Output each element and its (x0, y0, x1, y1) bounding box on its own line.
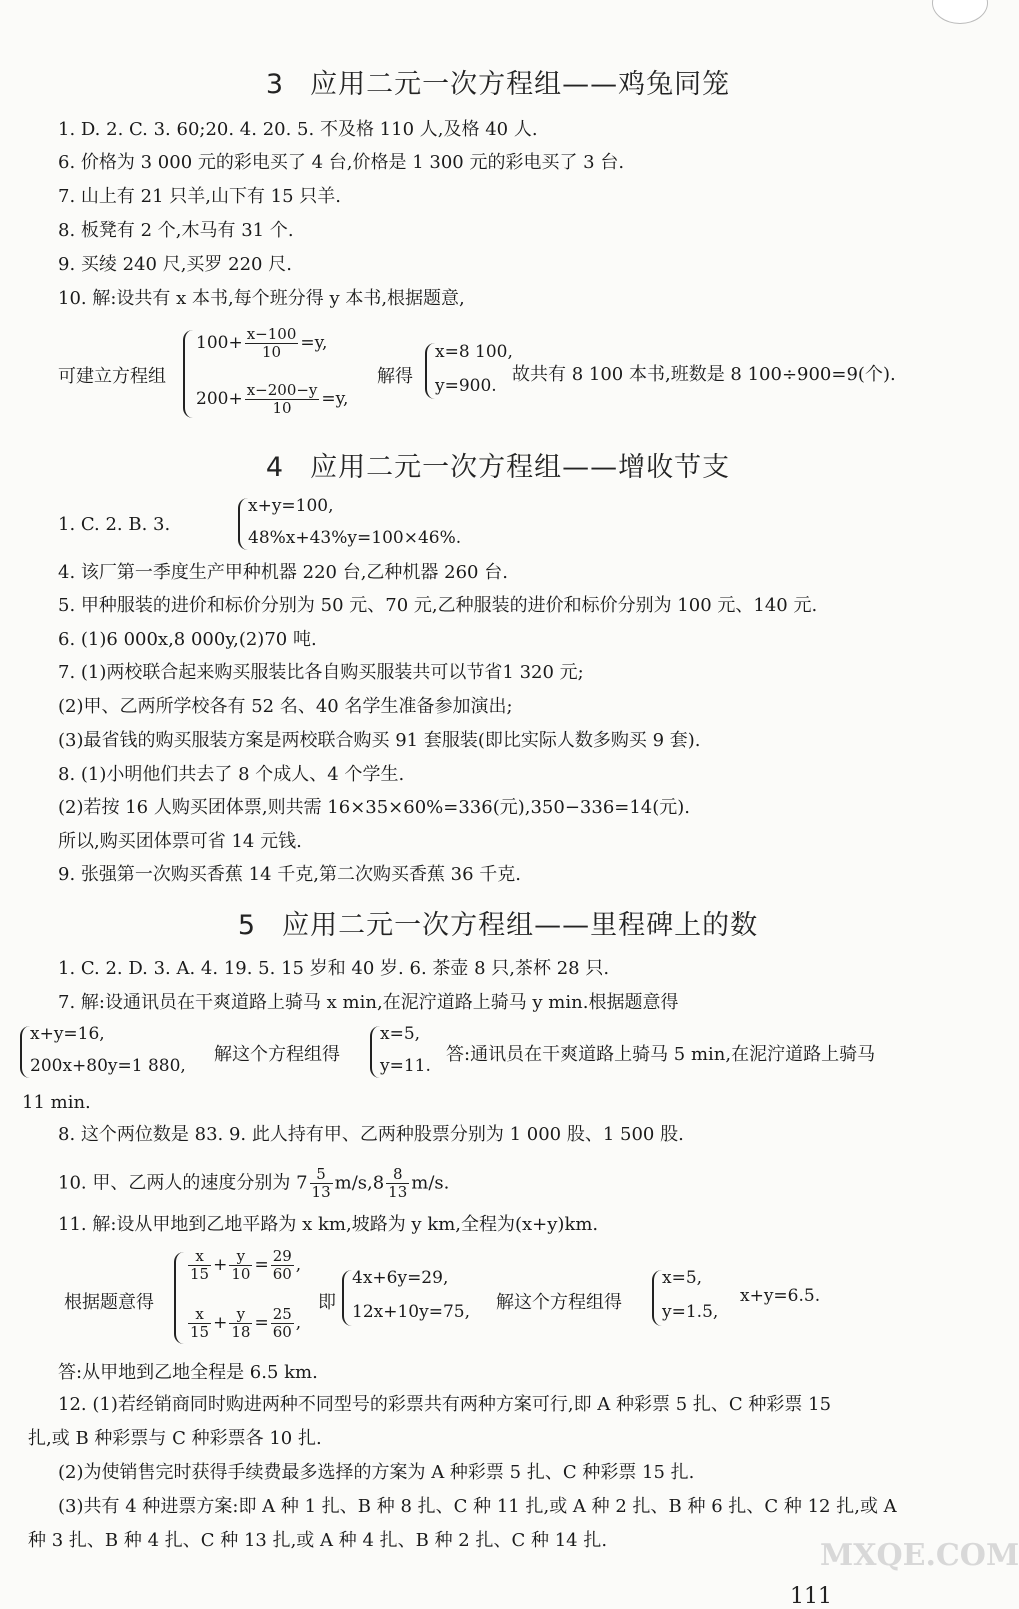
equation-row: 200+ $\frac{x-200-y}{10}$ =y, (196, 381, 349, 417)
equation-row: 100+ $\frac{x-100}{10}$ =y, (196, 325, 328, 361)
answer-line: 6. (1)6 000x,8 000y,(2)70 吨. (58, 629, 317, 650)
answer-line: 8. 这个两位数是 83. 9. 此人持有甲、乙两种股票分别为 1 000 股、1 500 股. (58, 1124, 684, 1145)
solution-row: y=11. (380, 1056, 431, 1076)
equation-row: 12x+10y=75, (352, 1302, 470, 1322)
answer-line: 10. 解:设共有 x 本书,每个班分得 y 本书,根据题意, (58, 288, 465, 309)
equation-row: $\frac{x}{15}$ + $\frac{y}{10}$ = $\frac{29}{60}$ , (190, 1247, 302, 1283)
answer-text: 故共有 8 100 本书,班数是 8 100÷900=9(个). (512, 364, 896, 385)
answer-line: (3)共有 4 种进票方案:即 A 种 1 扎、B 种 8 扎、C 种 11 扎,或 A 种 2 扎、B 种 6 扎、C 种 12 扎,或 A (58, 1496, 897, 1517)
answer-line: 10. 甲、乙两人的速度分别为 7 $\frac{5}{13}$ m/s,8 $\frac{8}{13}$ m/s. (58, 1165, 450, 1201)
section-number: 5 (237, 910, 257, 941)
answer-line: 9. 买绫 240 尺,买罗 220 尺. (58, 254, 292, 275)
equation-brace (425, 343, 435, 399)
section-title: 应用二元一次方程组——增收节支 (310, 452, 731, 483)
equation-brace (238, 498, 248, 550)
answer-line: 1. C. 2. D. 3. A. 4. 19. 5. 15 岁和 40 岁. 6. 茶壶 8 只,茶杯 28 只. (58, 958, 610, 979)
equation-row: x+y=16, (30, 1024, 105, 1044)
equation-brace (174, 1252, 186, 1344)
answer-line: 8. (1)小明他们共去了 8 个成人、4 个学生. (58, 764, 405, 785)
equation-row: 48%x+43%y=100×46%. (248, 528, 462, 548)
section-title: 应用二元一次方程组——里程碑上的数 (282, 910, 759, 941)
equation-brace (370, 1026, 380, 1078)
equation-label: 即 (318, 1292, 336, 1313)
equation-brace (20, 1026, 30, 1078)
equation-row: x+y=100, (248, 496, 334, 516)
section-4-heading (0, 445, 996, 484)
answer-line: (2)甲、乙两所学校各有 52 名、40 名学生准备参加演出; (58, 696, 513, 717)
answer-line: 4. 该厂第一季度生产甲种机器 220 台,乙种机器 260 台. (58, 562, 508, 583)
answer-line: 所以,购买团体票可省 14 元钱. (58, 831, 302, 852)
equation-brace (183, 330, 195, 418)
solution-row: x=5, (662, 1268, 703, 1288)
solution-row: y=1.5, (662, 1302, 719, 1322)
section-title: 应用二元一次方程组——鸡兔同笼 (310, 69, 731, 100)
answer-line: 答:从甲地到乙地全程是 6.5 km. (58, 1362, 318, 1383)
answer-line: 6. 价格为 3 000 元的彩电买了 4 台,价格是 1 300 元的彩电买了 3 台. (58, 152, 625, 173)
section-number: 4 (265, 452, 285, 483)
solution-row: x=5, (380, 1024, 421, 1044)
answer-line: 1. C. 2. B. 3. (58, 514, 171, 535)
answer-line: 扎,或 B 种彩票与 C 种彩票各 10 扎. (28, 1428, 322, 1449)
equation-brace (342, 1270, 352, 1326)
section-3-heading (0, 62, 996, 101)
answer-text: x+y=6.5. (740, 1286, 821, 1306)
watermark: MXQE.COM (820, 1538, 1019, 1573)
equation-label: 可建立方程组 (58, 366, 166, 387)
equation-row: 200x+80y=1 880, (30, 1056, 186, 1076)
answer-line: 7. 解:设通讯员在干爽道路上骑马 x min,在泥泞道路上骑马 y min.根据题意得 (58, 992, 679, 1013)
answer-line: (2)为使销售完时获得手续费最多选择的方案为 A 种彩票 5 扎、C 种彩票 15 扎. (58, 1462, 695, 1483)
answer-line: 种 3 扎、B 种 4 扎、C 种 13 扎,或 A 种 4 扎、B 种 2 扎、C 种 14 扎. (28, 1530, 608, 1551)
equation-label: 根据题意得 (64, 1292, 154, 1313)
answer-line: 12. (1)若经销商同时购进两种不同型号的彩票共有两种方案可行,即 A 种彩票 5 扎、C 种彩票 15 (58, 1394, 832, 1415)
corner-stamp (932, 0, 988, 24)
answer-line: (2)若按 16 人购买团体票,则共需 16×35×60%=336(元),350−336=14(元). (58, 797, 691, 818)
answer-line: 1. D. 2. C. 3. 60;20. 4. 20. 5. 不及格 110 人,及格 40 人. (58, 119, 538, 140)
equation-brace (652, 1270, 662, 1326)
answer-line: 9. 张强第一次购买香蕉 14 千克,第二次购买香蕉 36 千克. (58, 864, 522, 885)
equation-label: 解这个方程组得 (214, 1044, 340, 1065)
solution-row: y=900. (435, 376, 497, 396)
answer-text: 答:通讯员在干爽道路上骑马 5 min,在泥泞道路上骑马 (446, 1044, 876, 1065)
section-5-heading (0, 903, 996, 942)
equation-row: 4x+6y=29, (352, 1268, 449, 1288)
answer-line: (3)最省钱的购买服装方案是两校联合购买 91 套服装(即比实际人数多购买 9 套). (58, 730, 701, 751)
section-number: 3 (265, 69, 285, 100)
answer-line: 11. 解:设从甲地到乙地平路为 x km,坡路为 y km,全程为(x+y)km. (58, 1214, 599, 1235)
equation-label: 解这个方程组得 (496, 1292, 622, 1313)
answer-line: 5. 甲种服装的进价和标价分别为 50 元、70 元,乙种服装的进价和标价分别为 100 元、140 元. (58, 595, 818, 616)
page-number: 111 (790, 1584, 832, 1609)
answer-line: 7. 山上有 21 只羊,山下有 15 只羊. (58, 186, 342, 207)
answer-line: 8. 板凳有 2 个,木马有 31 个. (58, 220, 294, 241)
answer-line: 7. (1)两校联合起来购买服装比各自购买服装共可以节省1 320 元; (58, 662, 584, 683)
solution-row: x=8 100, (435, 342, 513, 362)
answer-line: 11 min. (22, 1092, 91, 1113)
equation-row: $\frac{x}{15}$ + $\frac{y}{18}$ = $\frac{25}{60}$ , (190, 1305, 302, 1341)
equation-label: 解得 (377, 366, 413, 387)
